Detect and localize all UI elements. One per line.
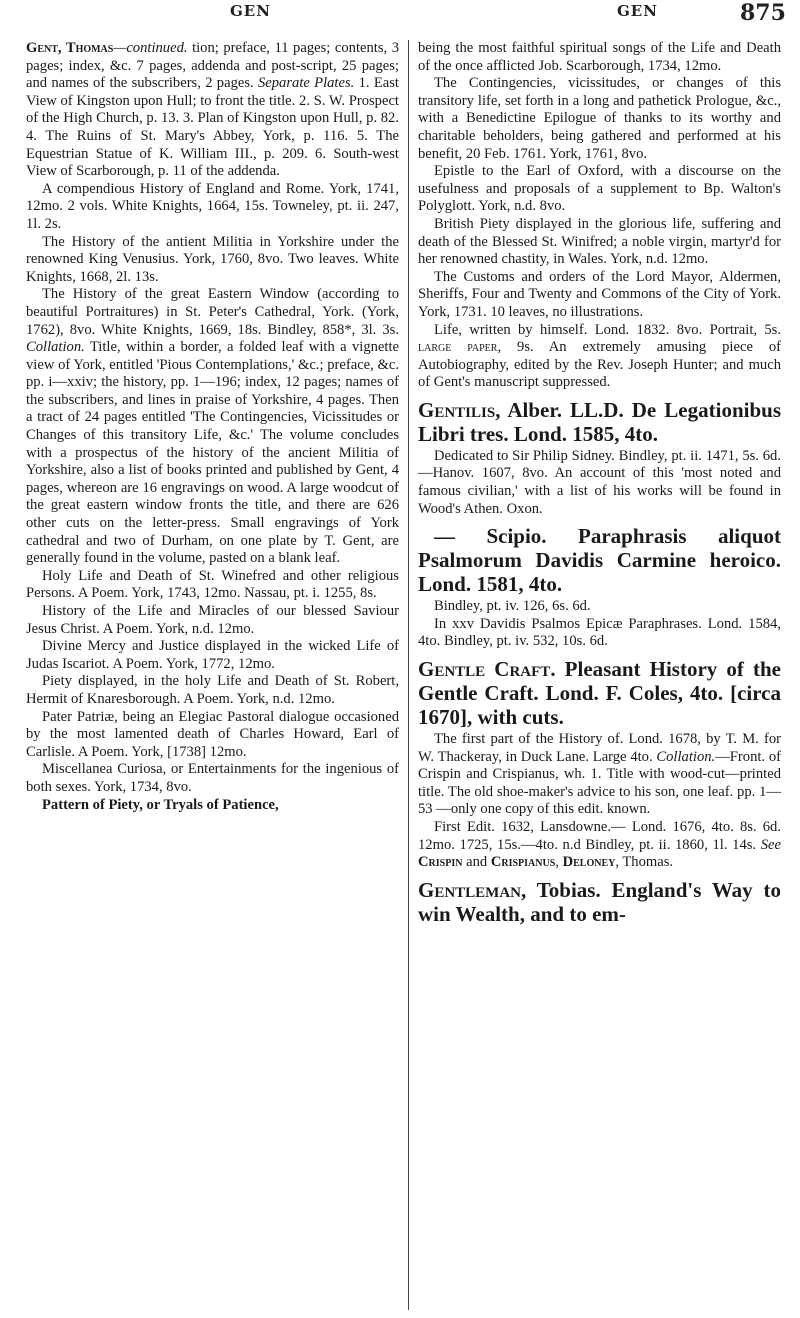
entry-gent-continued <box>26 40 399 181</box>
column-divider <box>408 40 409 1310</box>
entry-paragraph: The Contingencies, vicissitudes, or changes of this transitory life, set forth in a long and pathetick Prologue, &c., with a Benedictine Epilogue of thanks to its worthy and charitable beholders, being gathered and performed at his benefit, 20 Feb. 1761. York, 1761, 8vo. <box>418 75 781 162</box>
entry-heading-gentilis <box>418 398 781 446</box>
entry-paragraph <box>418 819 781 872</box>
entry-paragraph <box>26 286 399 568</box>
entry-text: The History of the great Eastern Window (according to beautiful Portraitures) in St. Peter's Cathedral, York. (York, 1762), 8vo. White Knights, 1669, 18s. Bindley, 858*, 3l. 3s. <box>26 286 399 338</box>
entry-text: Life, written by himself. Lond. 1832. 8vo. Portrait, 5s. <box>434 321 781 338</box>
entry-text: 9s. An extremely amusing piece of Autobiography, edited by the Rev. Joseph Hunter; and much of Gent's manuscript suppressed. <box>418 339 781 391</box>
entry-paragraph: In xxv Davidis Psalmos Epicæ Paraphrases. Lond. 1584, 4to. Bindley, pt. iv. 532, 10s. 6d. <box>418 615 781 650</box>
see-label: See <box>760 836 781 853</box>
entry-text: Title, within a border, a folded leaf with a vignette view of York, entitled 'Pious Contemplations,' &c.; preface, &c. pp. i—xxiv; the history, pp. 1—196; index, 12 pages; names of the subscribers, and lines in praise of Yorkshire, 4 pages. Then a tract of 24 pages entitled 'The Contingencies, Vicissitudes or Changes of this transitory Life, &c.' The volume concludes with a prospectus of the history of the ancient Militia of Yorkshire, also a list of books printed and published by Gent, 4 pages, whereon are 16 engravings on wood. A large woodcut of the great eastern window fronts the title, and there are 626 other cuts on the letter-press. Small engravings of York cathedral and two of Durham, on one plate by T. Gent, are generally found in the volume, pasted on a blank leaf. <box>26 339 399 567</box>
entry-paragraph: Miscellanea Curiosa, or Entertainments for the ingenious of both sexes. York, 1734, 8vo. <box>26 761 399 795</box>
entry-paragraph: Dedicated to Sir Philip Sidney. Bindley, pt. ii. 1471, 5s. 6d.—Hanov. 1607, 8vo. An account of this 'most noted and famous civilian,' with a list of his works will be found in Wood's Athen. Oxon. <box>418 447 781 517</box>
cross-reference: Deloney <box>562 854 616 871</box>
entry-paragraph <box>418 731 781 819</box>
entry-text: First Edit. 1632, Lansdowne.— Lond. 1676, 4to. 8s. 6d. 12mo. 1725, 15s.—4to. n.d Bindley, pt. ii. 1860, 1l. 14s. <box>418 819 781 853</box>
entry-paragraph: The History of the antient Militia in Yorkshire under the renowned King Venusius. York, 1760, 8vo. Two leaves. White Knights, 1668, 2l. 13s. <box>26 233 399 285</box>
entry-paragraph: A compendious History of England and Rome. York, 1741, 12mo. 2 vols. White Knights, 1664, 15s. Towneley, pt. ii. 247, 1l. 2s. <box>26 180 399 232</box>
entry-text: , <box>555 854 563 871</box>
entry-paragraph: Holy Life and Death of St. Winefred and other religious Persons. A Poem. York, 1743, 12mo. Nassau, pt. i. 1255, 8s. <box>26 567 399 602</box>
entry-text: tion; preface, 11 pages; contents, 3 pages; index, &c. 7 pages, addenda and post-script, 25 pages; and names of the subscribers, 2 pages. <box>26 40 399 92</box>
cross-reference: Crispianus <box>490 854 556 871</box>
entry-paragraph: Pattern of Piety, or Tryals of Patience, <box>42 796 279 813</box>
entry-paragraph: Pater Patriæ, being an Elegiac Pastoral dialogue occasioned by the most lamented death of Charles Howard, Earl of Carlisle. A Poem. York, [1738] 12mo. <box>26 708 399 760</box>
plates-text: 1. East View of Kingston upon Hull; to front the title. 2. S. W. Prospect of the High Church, p. 13. 3. Plan of Kingston upon Hull, p. 82. 4. The Ruins of St. Mary's Abbey, York, p. 116. 5. The Equestrian Statue of K. William III., p. 209. 6. South-west View of Scarborough, p. 11 of the addenda. <box>26 75 399 180</box>
entry-text: , Thomas. <box>615 854 674 871</box>
entry-paragraph: History of the Life and Miracles of our blessed Saviour Jesus Christ. A Poem. York, n.d. 12mo. <box>26 603 399 637</box>
entry-heading-gentle-craft <box>418 657 781 729</box>
plates-label: Separate Plates. <box>257 75 355 92</box>
entry-text: and <box>462 854 491 871</box>
left-column <box>26 40 399 814</box>
entry-paragraph: The Customs and orders of the Lord Mayor, Aldermen, Sheriffs, Four and Twenty and Commons of the City of York. York, 1731. 10 leaves, no illustrations. <box>418 268 781 320</box>
entry-name: Gentle Craft <box>418 657 551 682</box>
entry-heading-scipio: — Scipio. Paraphrasis aliquot Psalmorum Davidis Carmine heroico. Lond. 1581, 4to. <box>418 524 781 597</box>
cross-reference: Crispin <box>418 854 463 871</box>
entry-paragraph: Piety displayed, in the holy Life and Death of St. Robert, Hermit of Knaresborough. A Poem. York, n.d. 12mo. <box>26 673 399 707</box>
entry-paragraph: being the most faithful spiritual songs of the Life and Death of the once afflicted Job. Scarborough, 1734, 12mo. <box>418 40 781 74</box>
right-column <box>418 40 781 928</box>
running-head-left: GEN <box>230 2 271 20</box>
entry-paragraph: Bindley, pt. iv. 126, 6s. 6d. <box>434 598 591 615</box>
continued-note: —continued. <box>113 40 188 56</box>
entry-paragraph: Epistle to the Earl of Oxford, with a discourse on the usefulness and proposals of a supplement to Bp. Walton's Polyglott. York, n.d. 8vo. <box>418 163 781 215</box>
entry-title: , Alber. LL.D. De Legationibus Libri tres. Lond. 1585, 4to. <box>418 397 781 446</box>
entry-text: The first part of the History of. Lond. 1678, by T. M. for W. Thackeray, in Duck Lane. Large 4to. <box>418 731 781 765</box>
running-head-right: GEN <box>617 2 658 20</box>
large-paper-label: large paper, <box>418 339 502 356</box>
entry-paragraph: Divine Mercy and Justice displayed in the wicked Life of Judas Iscariot. A Poem. York, 1772, 12mo. <box>26 638 399 672</box>
entry-title: . Pleasant History of the Gentle Craft. Lond. F. Coles, 4to. [circa 1670], with cuts. <box>418 657 781 730</box>
entry-title: , Tobias. England's Way to win Wealth, and to em- <box>418 877 781 926</box>
collation-label: Collation. <box>656 748 716 765</box>
entry-heading-gentleman <box>418 878 781 926</box>
entry-paragraph <box>418 322 781 392</box>
entry-paragraph: British Piety displayed in the glorious life, suffering and death of the Blessed St. Winifred; a noble virgin, martyr'd for her renowned chastity, in Wales. York, n.d. 12mo. <box>418 215 781 268</box>
page-number: 875 <box>740 0 786 26</box>
collation-label: Collation. <box>26 339 85 356</box>
entry-name: Gentilis <box>418 397 496 422</box>
entry-name: Gentleman <box>418 877 522 902</box>
entry-text: —Front. of Crispin and Crispianus, wh. 1. Title with wood-cut—printed title. The old shoe-maker's advice to his son, one leaf. pp. 1—53 —only one copy of this edit. known. <box>418 748 782 818</box>
entry-name: Gent, Thomas <box>26 40 114 56</box>
